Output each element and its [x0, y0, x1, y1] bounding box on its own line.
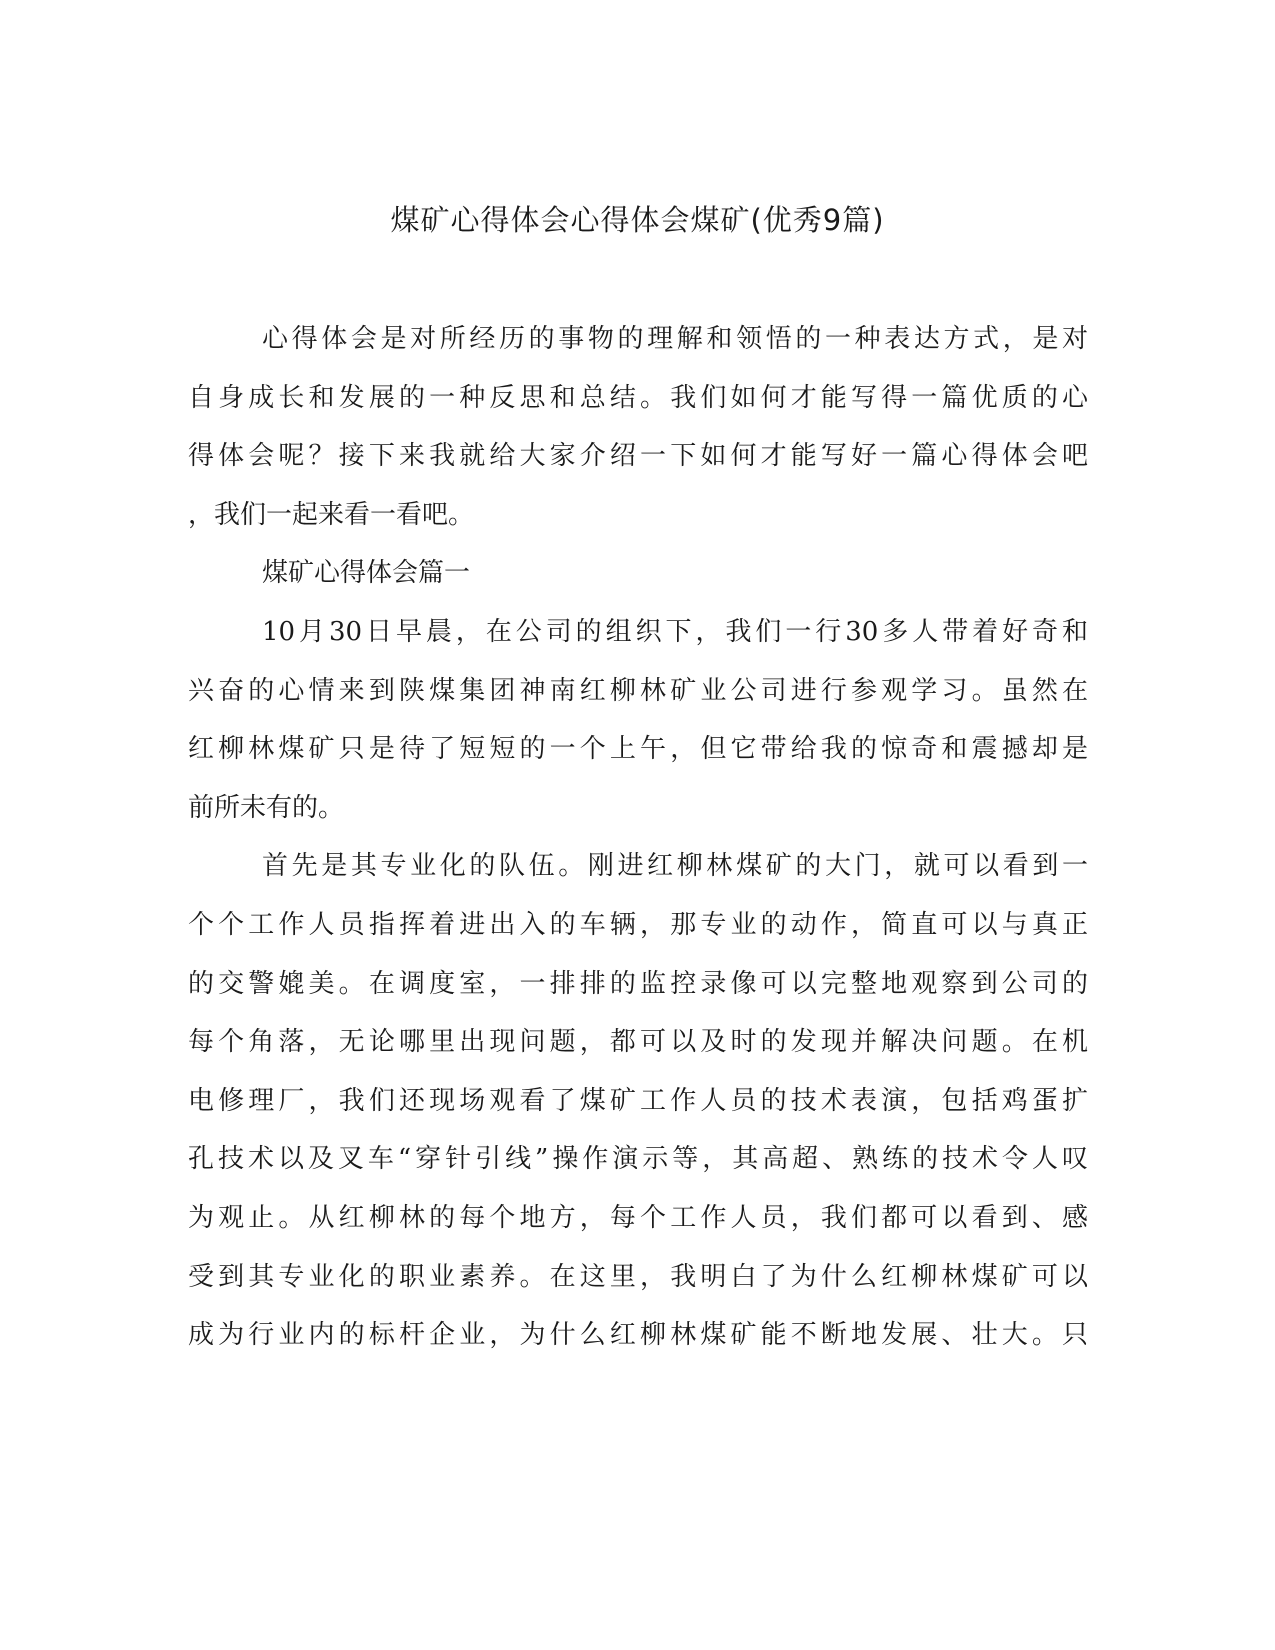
- body-line: 成为行业内的标杆企业，为什么红柳林煤矿能不断地发展、壮大。只: [188, 1320, 1088, 1350]
- body-line: 个个工作人员指挥着进出入的车辆，那专业的动作，简直可以与真正: [188, 910, 1088, 940]
- body-line: ，我们一起来看一看吧。: [188, 500, 475, 530]
- body-line: 自身成长和发展的一种反思和总结。我们如何才能写得一篇优质的心: [188, 383, 1088, 413]
- document-title: 煤矿心得体会心得体会煤矿(优秀9篇): [390, 203, 885, 237]
- body-line: 孔技术以及叉车“穿针引线”操作演示等，其高超、熟练的技术令人叹: [188, 1144, 1088, 1174]
- body-line: 每个角落，无论哪里出现问题，都可以及时的发现并解决问题。在机: [188, 1027, 1088, 1057]
- body-line: 的交警媲美。在调度室，一排排的监控录像可以完整地观察到公司的: [188, 969, 1088, 999]
- body-line: 心得体会是对所经历的事物的理解和领悟的一种表达方式，是对: [262, 324, 1088, 354]
- body-line: 红柳林煤矿只是待了短短的一个上午，但它带给我的惊奇和震撼却是: [188, 734, 1088, 764]
- body-line: 首先是其专业化的队伍。刚进红柳林煤矿的大门，就可以看到一: [262, 851, 1088, 881]
- body-line: 前所未有的。: [188, 793, 345, 823]
- section-heading: 煤矿心得体会篇一: [262, 558, 471, 588]
- body-line: 电修理厂，我们还现场观看了煤矿工作人员的技术表演，包括鸡蛋扩: [188, 1086, 1088, 1116]
- body-line: 为观止。从红柳林的每个地方，每个工作人员，我们都可以看到、感: [188, 1203, 1088, 1233]
- body-line: 受到其专业化的职业素养。在这里，我明白了为什么红柳林煤矿可以: [188, 1262, 1088, 1292]
- body-line: 10月30日早晨，在公司的组织下，我们一行30多人带着好奇和: [262, 617, 1088, 647]
- body-line: 得体会呢？接下来我就给大家介绍一下如何才能写好一篇心得体会吧: [188, 441, 1088, 471]
- body-line: 兴奋的心情来到陕煤集团神南红柳林矿业公司进行参观学习。虽然在: [188, 676, 1088, 706]
